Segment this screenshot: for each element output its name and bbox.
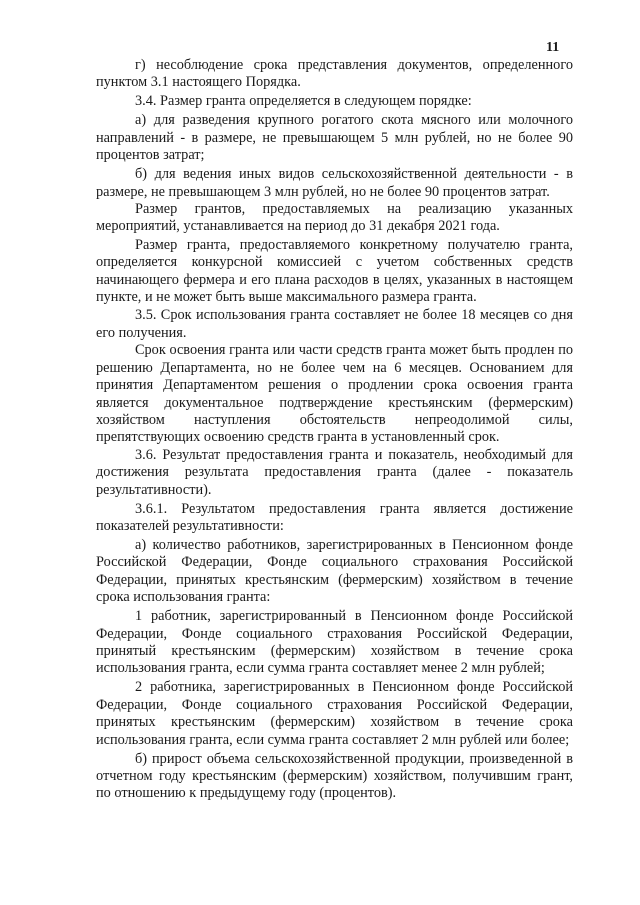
paragraph-3-6: 3.6. Результат предоставления гранта и показатель, необходимый для достижения результата предоставления гранта (далее - показатель результативности). xyxy=(96,446,573,498)
paragraph-two-workers: 2 работника, зарегистрированных в Пенсионном фонде Российской Федерации, Фонде социального страхования Российской Федерации, принятых крестьянским (фермерским) хозяйством в течение срока использования гранта, если сумма гранта составляет 2 млн рублей или более; xyxy=(96,679,573,748)
paragraph-grant-size: Размер гранта, предоставляемого конкретному получателю гранта, определяется конкурсной комиссией с учетом собственных средств начинающего фермера и его плана расходов в целях, указанных в настоящем пункте, и не может быть выше максимального размера гранта. xyxy=(96,236,573,306)
paragraph-3-6-1-a: а) количество работников, зарегистрированных в Пенсионном фонде Российской Федерации, Фонде социального страхования Российской Федерации, принятых крестьянским (фермерским) хозяйством в течение срока использования гранта: xyxy=(96,536,573,606)
paragraph-3-5: 3.5. Срок использования гранта составляет не более 18 месяцев со дня его получения. xyxy=(96,307,573,341)
paragraph-3-6-1: 3.6.1. Результатом предоставления гранта является достижение показателей результативности: xyxy=(96,500,573,534)
paragraph-extension: Срок освоения гранта или части средств гранта может быть продлен по решению Департамента, но не более чем на 6 месяцев. Основанием для принятия Департаментом решения о продлении срока освоения гранта является документальное подтверждение крестьянским (фермерским) хозяйством наступления обстоятельств непреодолимой силы, препятствующих освоению средств гранта в установленный срок. xyxy=(96,342,573,446)
paragraph-3-4-a: а) для разведения крупного рогатого скота мясного или молочного направлений - в размере, не превышающем 5 млн рублей, но не более 90 процентов затрат; xyxy=(96,112,573,164)
page-number: 11 xyxy=(546,40,560,55)
paragraph-3-6-1-b: б) прирост объема сельскохозяйственной продукции, произведенной в отчетном году крестьянским (фермерским) хозяйством, получившим грант, по отношению к предыдущему году (процентов). xyxy=(96,750,573,802)
paragraph-3-4-b: б) для ведения иных видов сельскохозяйственной деятельности - в размере, не превышающем 3 млн рублей, но не более 90 процентов затрат. xyxy=(96,166,573,200)
paragraph-3-4: 3.4. Размер гранта определяется в следующем порядке: xyxy=(135,93,472,110)
paragraph-grant-period: Размер грантов, предоставляемых на реализацию указанных мероприятий, устанавливается на период до 31 декабря 2021 года. xyxy=(96,201,573,235)
document-body xyxy=(96,57,573,804)
paragraph-3-3-g: г) несоблюдение срока представления документов, определенного пунктом 3.1 настоящего Порядка. xyxy=(96,57,573,91)
paragraph-one-worker: 1 работник, зарегистрированный в Пенсионном фонде Российской Федерации, Фонде социального страхования Российской Федерации, принятый крестьянским (фермерским) хозяйством в течение срока использования гранта, если сумма гранта составляет менее 2 млн рублей; xyxy=(96,608,573,677)
